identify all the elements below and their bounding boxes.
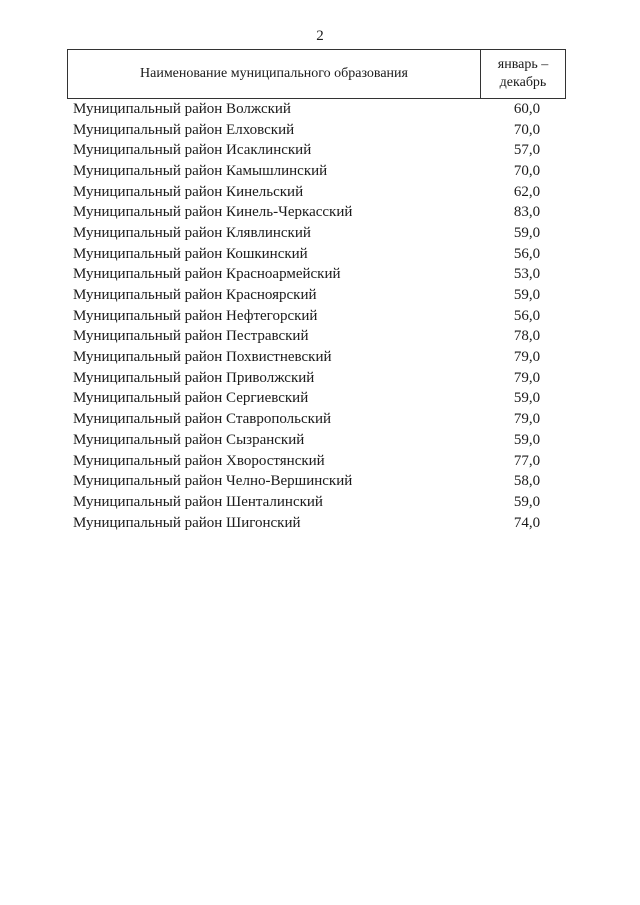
row-value: 70,0 xyxy=(513,121,541,138)
table-row xyxy=(73,347,566,368)
row-value: 56,0 xyxy=(513,307,541,324)
table-row xyxy=(73,244,566,265)
row-name: Муниципальный район Красноармейский xyxy=(73,266,341,283)
row-name: Муниципальный район Сызранский xyxy=(73,431,305,448)
row-name: Муниципальный район Клявлинский xyxy=(73,224,311,241)
table-row xyxy=(73,368,566,389)
row-name: Муниципальный район Хворостянский xyxy=(73,452,325,469)
row-value: 60,0 xyxy=(513,100,541,117)
row-value: 59,0 xyxy=(513,493,541,510)
row-name: Муниципальный район Шигонский xyxy=(73,514,301,531)
table-row xyxy=(73,99,566,120)
table-row xyxy=(73,327,566,348)
table-header xyxy=(67,49,566,99)
row-name: Муниципальный район Сергиевский xyxy=(73,390,309,407)
row-value: 58,0 xyxy=(513,473,541,490)
row-name: Муниципальный район Похвистневский xyxy=(73,349,332,366)
row-name: Муниципальный район Пестравский xyxy=(73,328,309,345)
row-name: Муниципальный район Ставропольский xyxy=(73,411,332,428)
row-name: Муниципальный район Красноярский xyxy=(73,287,317,304)
table-body xyxy=(73,99,566,533)
table-row xyxy=(73,513,566,534)
row-name: Муниципальный район Кинель-Черкасский xyxy=(73,204,353,221)
table-row xyxy=(73,492,566,513)
table-row xyxy=(73,140,566,161)
row-value: 57,0 xyxy=(513,142,541,159)
row-name: Муниципальный район Нефтегорский xyxy=(73,307,318,324)
row-value: 79,0 xyxy=(513,411,541,428)
table-row xyxy=(73,409,566,430)
table-row xyxy=(73,202,566,223)
header-period-line2: декабрь xyxy=(499,75,547,90)
table-row xyxy=(73,223,566,244)
row-name: Муниципальный район Шенталинский xyxy=(73,493,323,510)
row-name: Муниципальный район Кошкинский xyxy=(73,245,308,262)
row-value: 70,0 xyxy=(513,162,541,179)
table-row xyxy=(73,285,566,306)
row-value: 74,0 xyxy=(513,514,541,531)
row-value: 78,0 xyxy=(513,328,541,345)
table-row xyxy=(73,471,566,492)
row-value: 79,0 xyxy=(513,369,541,386)
row-name: Муниципальный район Челно-Вершинский xyxy=(73,473,353,490)
table-row xyxy=(73,389,566,410)
header-period-column xyxy=(481,50,565,98)
header-period-line1: январь – xyxy=(497,57,549,72)
table-row xyxy=(73,451,566,472)
header-name-column: Наименование муниципального образования xyxy=(68,50,481,98)
row-value: 77,0 xyxy=(513,452,541,469)
row-value: 59,0 xyxy=(513,431,541,448)
table-row xyxy=(73,182,566,203)
row-name: Муниципальный район Кинельский xyxy=(73,183,304,200)
row-value: 83,0 xyxy=(513,204,541,221)
row-name: Муниципальный район Елховский xyxy=(73,121,295,138)
row-value: 53,0 xyxy=(513,266,541,283)
table-row xyxy=(73,120,566,141)
row-value: 62,0 xyxy=(513,183,541,200)
row-name: Муниципальный район Приволжский xyxy=(73,369,315,386)
row-value: 79,0 xyxy=(513,349,541,366)
row-value: 59,0 xyxy=(513,390,541,407)
row-name: Муниципальный район Волжский xyxy=(73,100,291,117)
row-value: 59,0 xyxy=(513,224,541,241)
page-number: 2 xyxy=(316,28,324,44)
table-row xyxy=(73,265,566,286)
row-value: 56,0 xyxy=(513,245,541,262)
row-name: Муниципальный район Исаклинский xyxy=(73,142,312,159)
row-value: 59,0 xyxy=(513,287,541,304)
row-name: Муниципальный район Камышлинский xyxy=(73,162,328,179)
table-row xyxy=(73,161,566,182)
table-row xyxy=(73,430,566,451)
table-row xyxy=(73,306,566,327)
